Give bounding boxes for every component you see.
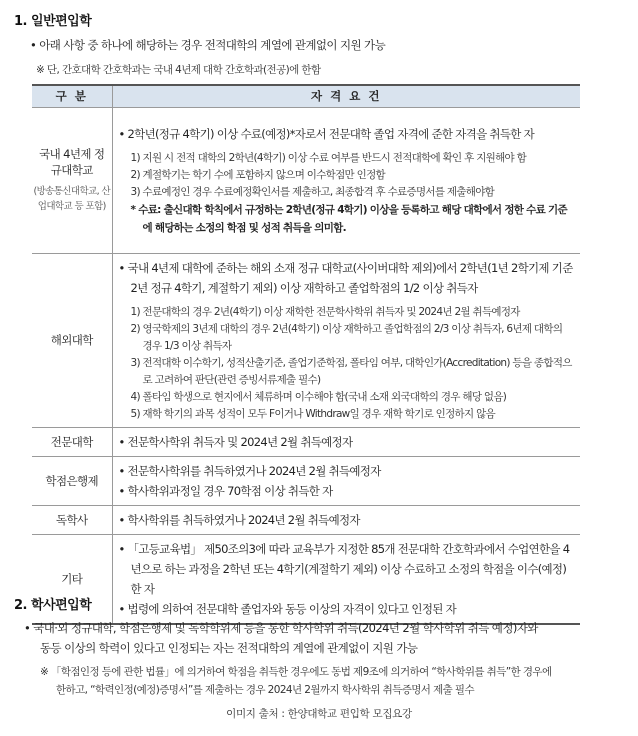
table-row (32, 534, 580, 624)
row-requirements (112, 456, 580, 505)
section1-bullet-text: 아래 사항 중 하나에 해당하는 경우 전적대학의 계열에 관계없이 지원 가능 (39, 38, 386, 52)
row-requirements (112, 505, 580, 534)
requirement-bullet: • 전문학사학위를 취득하였거나 2024년 2월 취득예정자 (119, 461, 575, 481)
section2-bullet-line1: • 국내·외 정규대학, 학점은행제 및 독학학위제 등을 통한 학사학위 취득(2024년 2월 학사학위 취득 예정)자와 (24, 621, 538, 635)
table-row (32, 253, 580, 427)
section2-note-line2: 한하고, “학력인정(예정)증명서”를 제출하는 경우 2024년 2월까지 학사학위 취득증명서 제출 필수 (56, 684, 474, 696)
requirement-note: 2) 영국학제의 3년제 대학의 경우 2년(4학기) 이상 재학하고 졸업학점의 2/3 이상 취득자, 6년제 대학의 경우 1/3 이상 취득자 (130, 322, 563, 352)
requirement-bullet: • 법령에 의하여 전문대학 졸업자와 동등 이상의 자격이 있다고 인정된 자 (119, 599, 575, 619)
section1-note: ※ 단, 간호대학 간호학과는 국내 4년제 대학 간호학과(전공)에 한함 (36, 64, 321, 76)
category-sub-label: (방송통신대학교, 산업대학교 등 포함) (33, 186, 111, 212)
row-requirements (112, 534, 580, 624)
requirement-note: 3) 전적대학 이수학기, 성적산출기준, 졸업기준학점, 폴타임 여부, 대학인가(Accreditation) 등을 종합적으로 고려하여 판단(관련 증빙서류제출 필수) (130, 356, 572, 386)
row-requirements (112, 427, 580, 456)
requirement-bullet: • 학사학위를 취득하였거나 2024년 2월 취득예정자 (119, 510, 575, 530)
section1-title: 1. 일반편입학 (14, 14, 92, 29)
table-row (32, 456, 580, 505)
requirement-note: 2) 계절학기는 학기 수에 포함하지 않으며 이수학점만 인정함 (130, 168, 385, 181)
requirement-note: 4) 폴타임 학생으로 현지에서 체류하며 이수해야 함(국내 소재 외국대학의 경우 해당 없음) (130, 390, 507, 403)
row-category (32, 427, 112, 456)
table-header-row (32, 85, 580, 107)
section2-note-line1: ※ 「학점인정 등에 관한 법률」에 의거하여 학점을 취득한 경우에도 동법 제9조에 의거하여 “학사학위를 취득”한 경우에 (40, 666, 552, 678)
category-label: 해외대학 (50, 333, 93, 347)
category-label: 국내 4년제 정규대학교 (39, 147, 105, 177)
requirement-bullet: • 2학년(정규 4학기) 이상 수료(예정)*자로서 전문대학 졸업 자격에 준한 자격을 취득한 자 (119, 124, 575, 144)
row-requirements (112, 253, 580, 427)
category-label: 학점은행제 (45, 473, 99, 488)
row-category (32, 505, 112, 534)
section2-bullet-line2: 동등 이상의 학력이 있다고 인정되는 자는 전적대학의 계열에 관계없이 지원 가능 (40, 641, 418, 655)
requirement-note: 5) 재학 학기의 과목 성적이 모두 F이거나 Withdraw일 경우 재학 학기로 인정하지 않음 (130, 407, 495, 420)
requirement-bullet: • 학사학위과정일 경우 70학점 이상 취득한 자 (119, 481, 575, 501)
row-category (32, 253, 112, 427)
requirement-footnote: * 수료: 출신대학 학칙에서 규정하는 2학년(정규 4학기) 이상을 등록하고 해당 대학에서 정한 수료 기준에 해당하는 소정의 학점 및 성적 취득을 의미함. (130, 203, 567, 234)
requirement-bullet: • 전문학사학위 취득자 및 2024년 2월 취득예정자 (119, 432, 575, 452)
header-requirements: 자 격 요 건 (112, 85, 580, 107)
table-row (32, 505, 580, 534)
section2-title: 2. 학사편입학 (14, 598, 92, 613)
row-category (32, 456, 112, 505)
section1-bullet: • 아래 사항 중 하나에 해당하는 경우 전적대학의 계열에 관계없이 지원 가능 (30, 38, 386, 52)
requirement-bullet: • 국내 4년제 대학에 준하는 해외 소재 정규 대학교(사이버대학 제외)에서 2학년(1년 2학기제 기준 2년 정규 4학기, 계절학기 제외) 이상 재학하고 졸업학점의 1/2 이상 취득자 (119, 258, 575, 298)
category-label: 독학사 (55, 512, 88, 527)
requirement-bullet: • 「고등교육법」 제50조의3에 따라 교육부가 지정한 85개 전문대학 간호학과에서 수업연한을 4년으로 하는 과정을 2학년 또는 4학기(계절학기 제외) 이상 수료하고 소정의 학점을 이수(예정)한 자 (119, 539, 575, 599)
requirement-note: 1) 지원 시 전적 대학의 2학년(4학기) 이상 수료 여부를 반드시 전적대학에 확인 후 지원해야 함 (130, 151, 527, 164)
row-requirements (112, 107, 580, 253)
requirements-table (32, 84, 580, 625)
header-category: 구 분 (32, 85, 112, 107)
category-label: 기타 (61, 571, 83, 586)
category-label: 전문대학 (50, 434, 93, 449)
requirement-note: 1) 전문대학의 경우 2년(4학기) 이상 재학한 전문학사학위 취득자 및 2024년 2월 취득예정자 (130, 305, 520, 318)
table-row (32, 107, 580, 253)
table-row (32, 427, 580, 456)
image-source-caption: 이미지 출처 : 한양대학교 편입학 모집요강 (226, 708, 412, 720)
requirement-note: 3) 수료예정인 경우 수료예정확인서를 제출하고, 최종합격 후 수료증명서를 제출해야함 (130, 185, 495, 198)
row-category (32, 107, 112, 253)
